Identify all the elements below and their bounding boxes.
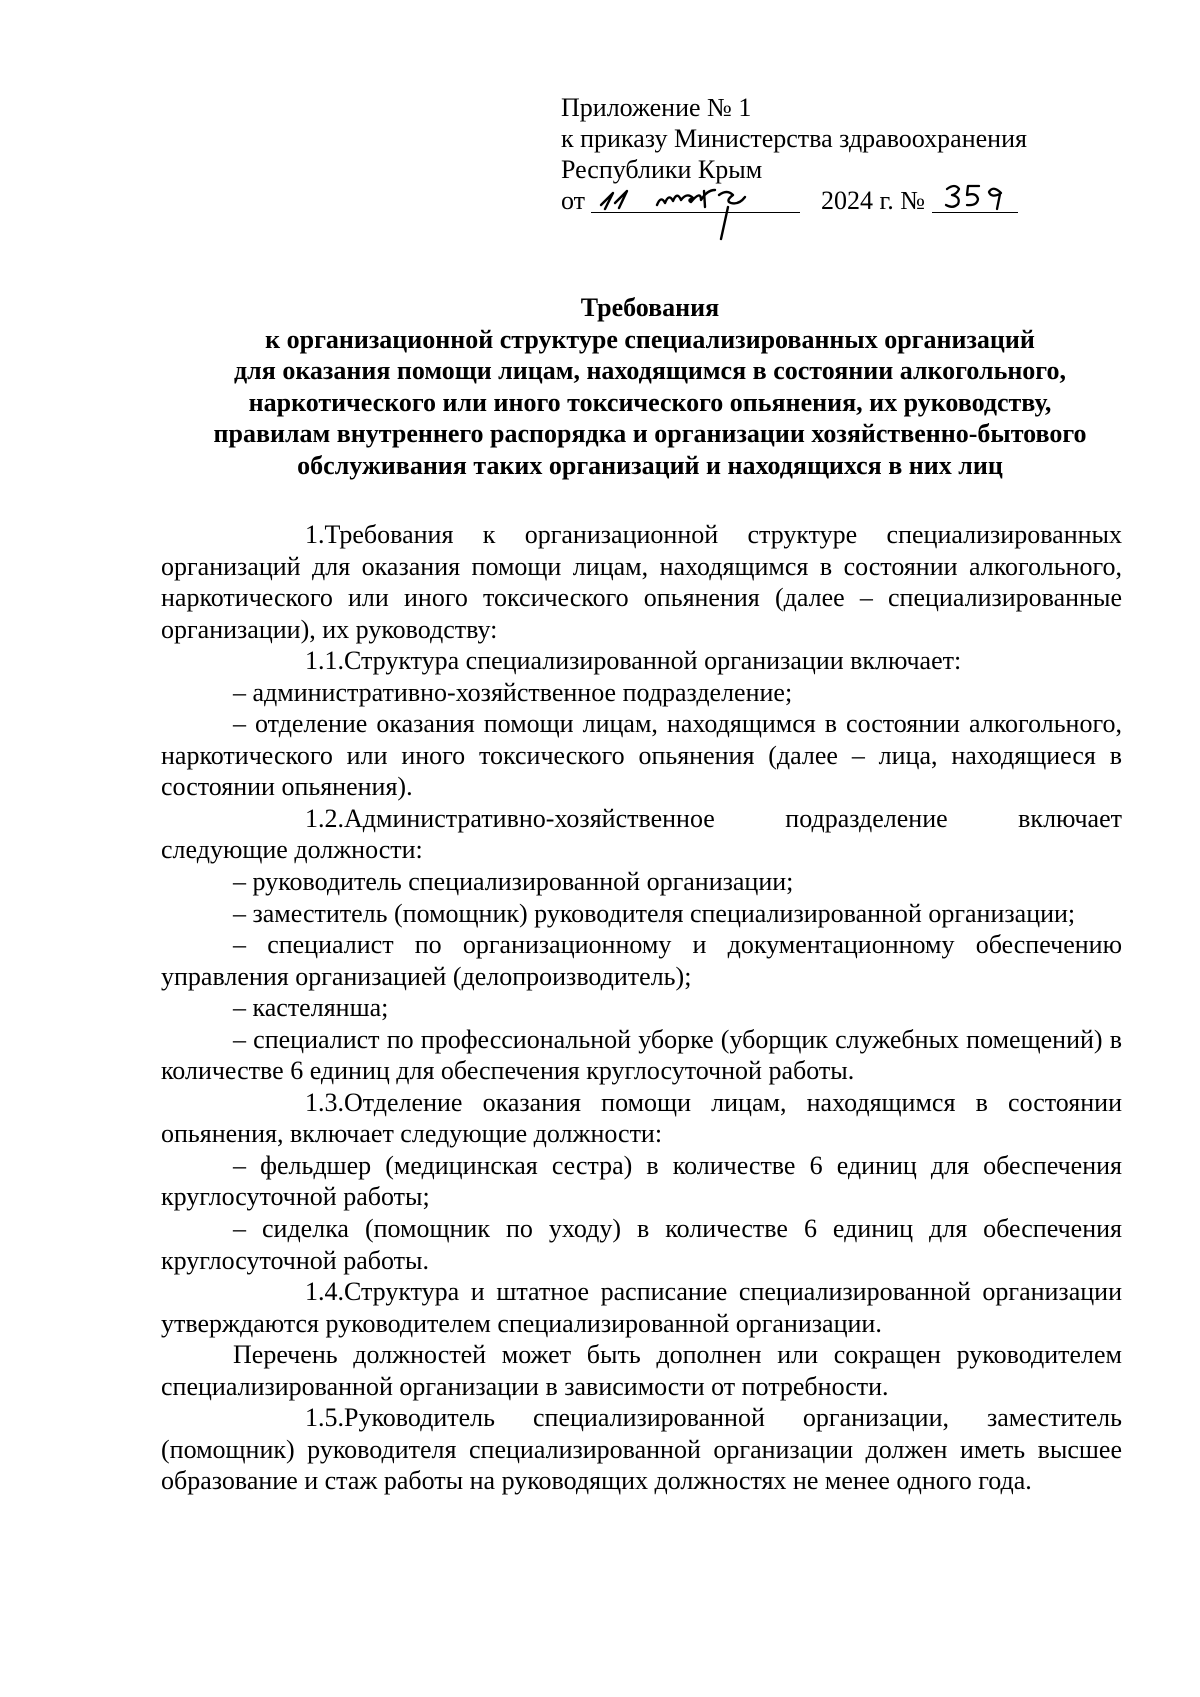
paragraph-1-5 — [161, 1402, 1122, 1497]
paragraph-number: 1.4. — [305, 1277, 344, 1307]
paragraph-1-4-continuation: Перечень должностей может быть дополнен или сокращен руководителем специализированной организации в зависимости от потребности. — [161, 1340, 1122, 1401]
list-item: – руководитель специализированной организации; — [233, 867, 794, 897]
year-and-number-label: 2024 г. № — [821, 186, 926, 215]
title-line: к организационной структуре специализированных организаций — [265, 324, 1035, 354]
list-item: – отделение оказания помощи лицам, находящимся в состоянии алкогольного, наркотического или иного токсического опьянения (далее – лица, находящиеся в состоянии опьянения). — [161, 709, 1122, 802]
title-line: правилам внутреннего распорядка и организации хозяйственно-бытового — [213, 419, 1087, 449]
handwritten-date — [591, 171, 806, 247]
paragraph-number: 1.5. — [305, 1403, 344, 1433]
title-line: обслуживания таких организаций и находящихся в них лиц — [297, 450, 1003, 480]
list-item: – специалист по организационному и документационному обеспечению управления организацией (делопроизводитель); — [161, 930, 1122, 991]
paragraph-1-4 — [161, 1276, 1122, 1339]
paragraph-1-3 — [161, 1087, 1122, 1150]
title-heading: Требования — [580, 293, 720, 322]
paragraph-text: Требования к организационной структуре специализированных организаций для оказания помощи лицам, находящимся в состоянии алкогольного, наркотического или иного токсического опьянения (далее – специализированные организации), их руководству: — [161, 520, 1122, 644]
appendix-header — [561, 92, 1081, 216]
republic-name: Республики Крым — [561, 155, 763, 184]
list-item: – кастелянша; — [233, 993, 389, 1023]
paragraph-number: 1.2. — [305, 803, 344, 833]
paragraph-text: Структура и штатное расписание специализированной организации утверждаются руководителем специализированной организации. — [161, 1277, 1122, 1338]
order-reference: к приказу Министерства здравоохранения — [561, 124, 1027, 153]
order-date-line — [561, 185, 1081, 216]
handwritten-number — [939, 177, 1019, 217]
paragraph-1-1 — [161, 645, 1122, 677]
paragraph-text: Административно-хозяйственное подразделение включает следующие должности: — [161, 803, 1122, 865]
list-item: – заместитель (помощник) руководителя специализированной организации; — [233, 898, 1076, 928]
appendix-number: Приложение № 1 — [561, 93, 752, 122]
title-line: для оказания помощи лицам, находящимся в состоянии алкогольного, — [234, 356, 1066, 386]
from-label: от — [561, 186, 586, 215]
title-line: наркотического или иного токсического опьянения, их руководству, — [248, 387, 1052, 417]
list-item: – специалист по профессиональной уборке (уборщик служебных помещений) в количестве 6 единиц для обеспечения круглосуточной работы. — [161, 1024, 1122, 1086]
list-item: – сиделка (помощник по уходу) в количестве 6 единиц для обеспечения круглосуточной работы. — [161, 1214, 1122, 1275]
paragraph-text: Руководитель специализированной организации, заместитель (помощник) руководителя специализированной организации должен иметь высшее образование и стаж работы на руководящих должностях не менее одного года. — [161, 1403, 1122, 1496]
list-item: – фельдшер (медицинская сестра) в количестве 6 единиц для обеспечения круглосуточной работы; — [161, 1150, 1122, 1212]
paragraph-text: Отделение оказания помощи лицам, находящимся в состоянии опьянения, включает следующие должности: — [161, 1087, 1122, 1149]
paragraph-number: 1.1. — [305, 646, 344, 676]
paragraph-number: 1.3. — [305, 1087, 344, 1117]
list-item: – административно-хозяйственное подразделение; — [233, 677, 793, 707]
paragraph-1-2 — [161, 803, 1122, 866]
paragraph-number: 1. — [305, 520, 325, 549]
paragraph-1 — [161, 519, 1122, 645]
document-body — [161, 519, 1122, 1497]
document-title — [150, 292, 1150, 482]
paragraph-text: Структура специализированной организации включает: — [344, 646, 962, 676]
